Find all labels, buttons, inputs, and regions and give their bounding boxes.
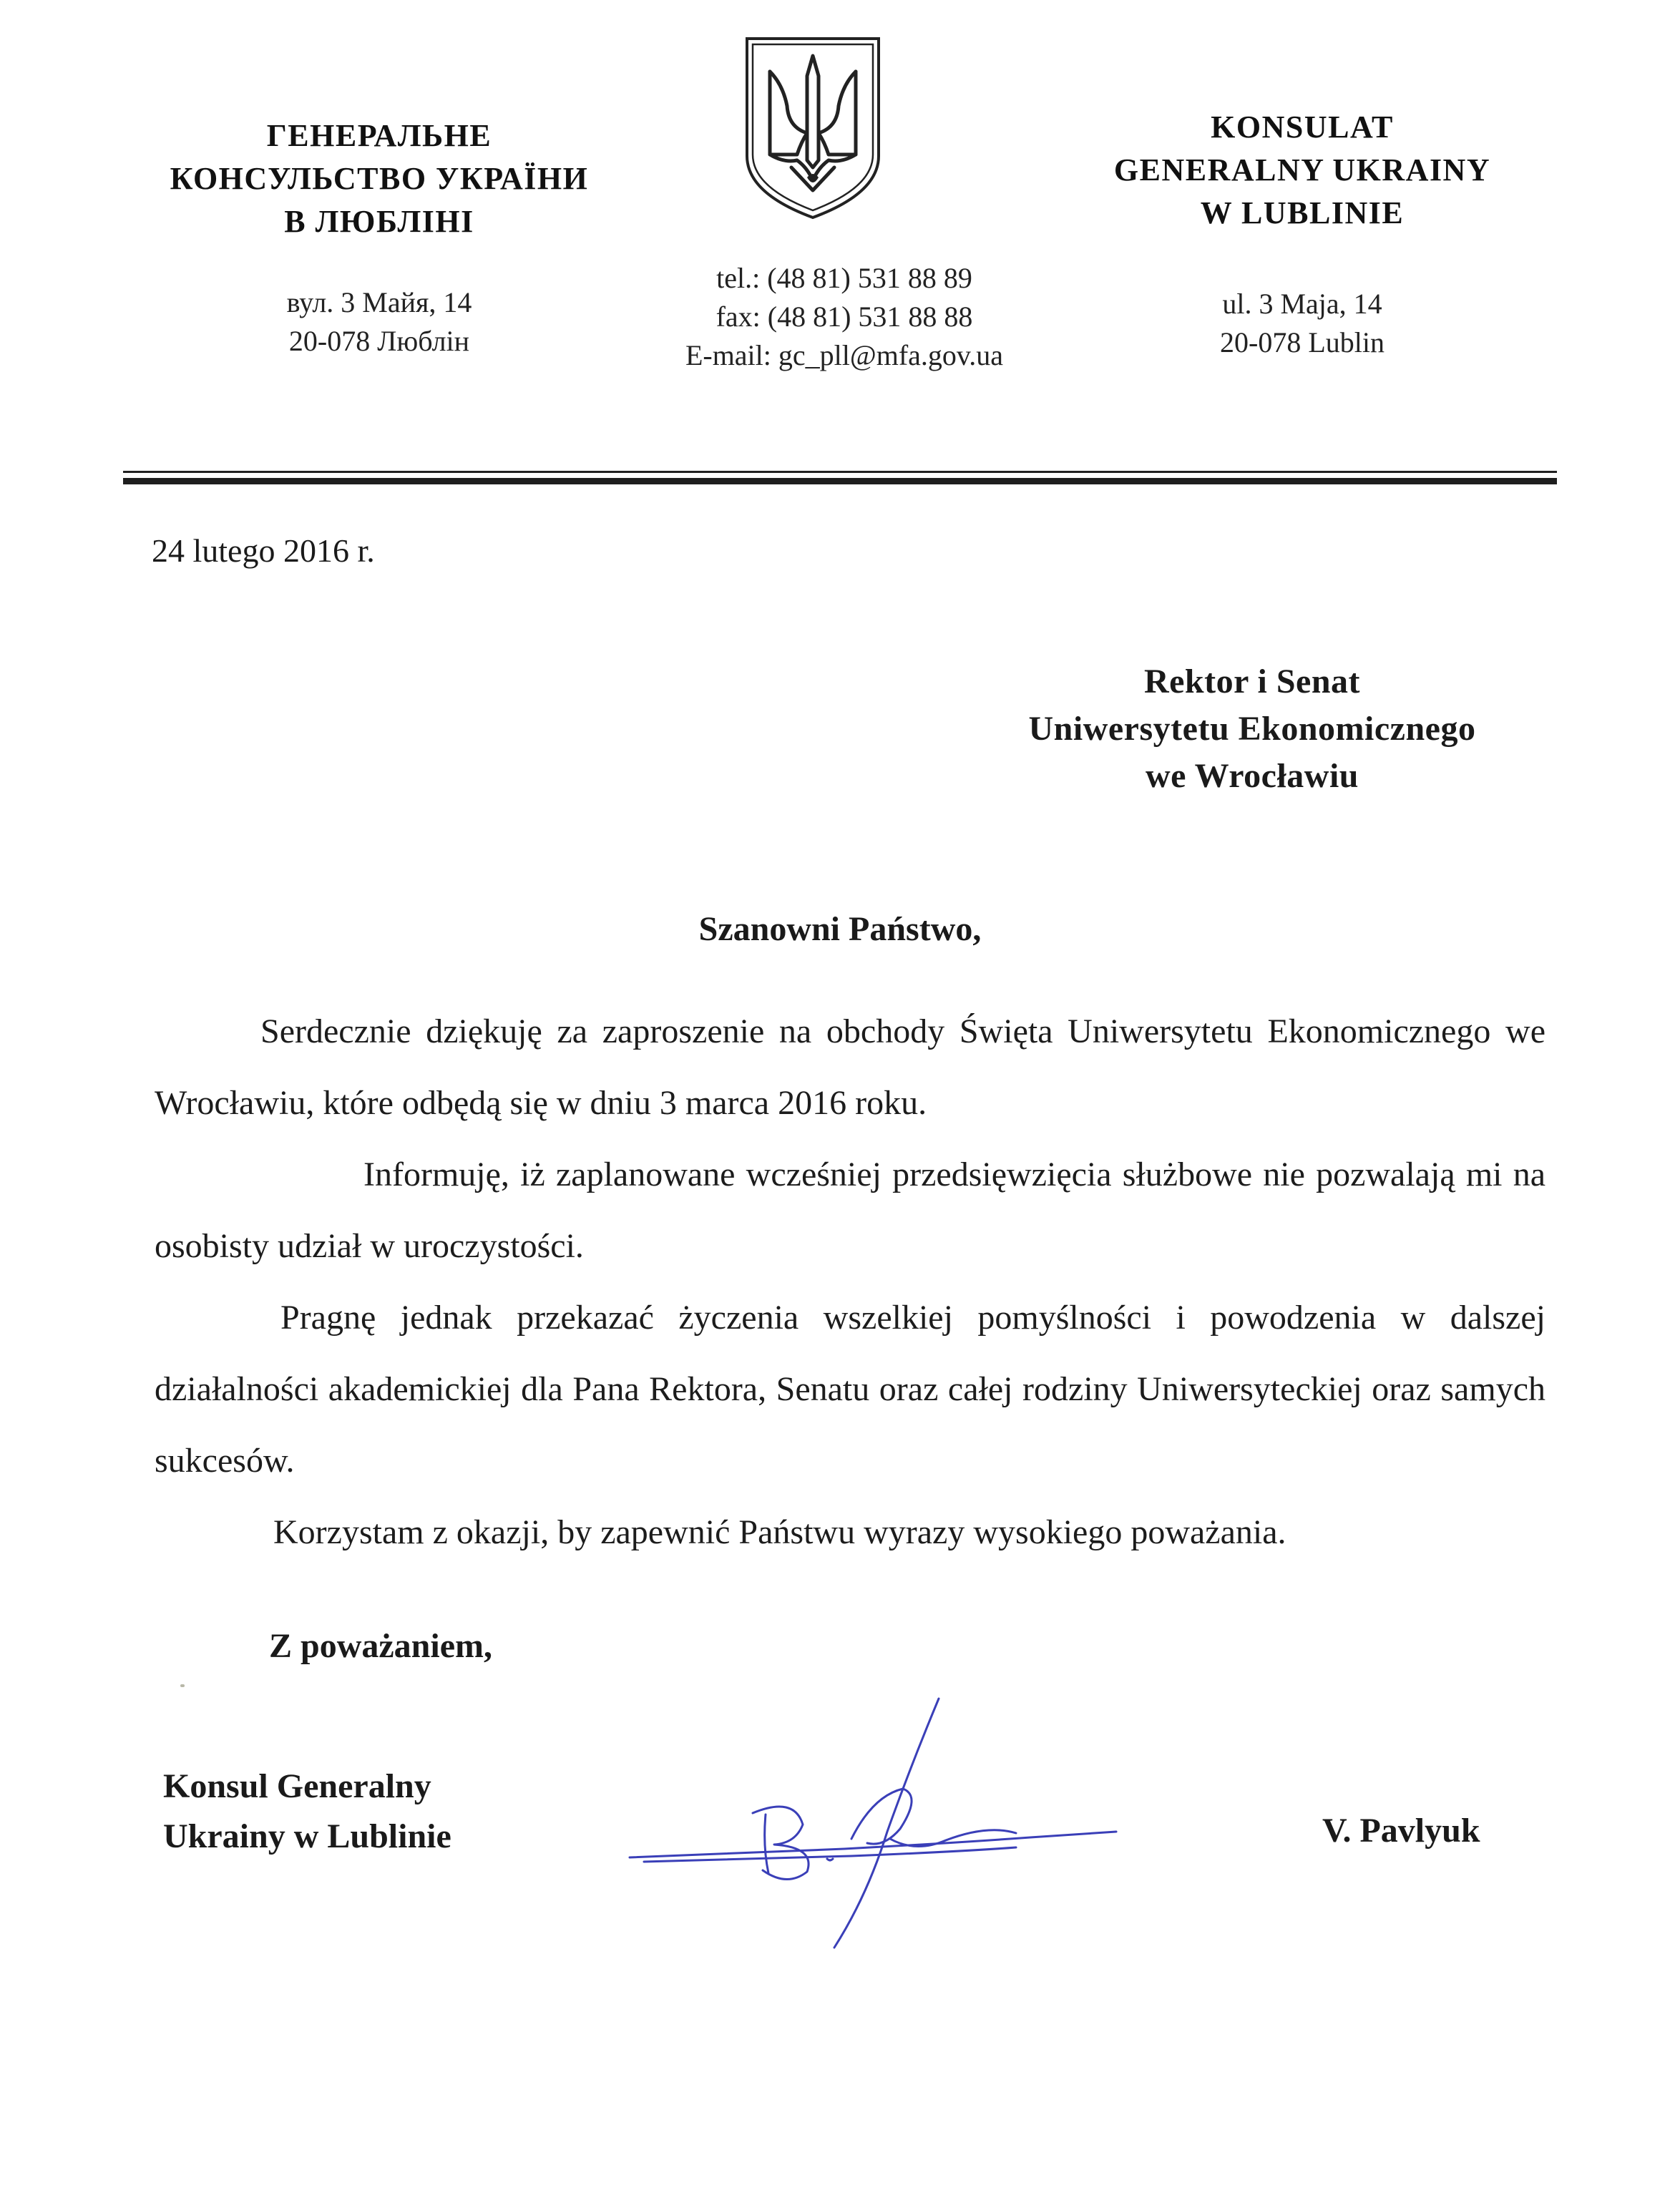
- addressee-block: [880, 658, 1624, 800]
- org-name-polish-line-1: KONSULAT: [1211, 109, 1394, 145]
- trident-emblem-icon: [741, 34, 884, 222]
- org-name-polish-line-2: GENERALNY UKRAINY: [1113, 152, 1491, 187]
- signatory-name: V. Pavlyuk: [1322, 1812, 1480, 1850]
- address-ukrainian-line-2: 20-078 Люблін: [288, 325, 470, 357]
- paragraph-absence-notice: Informuję, iż zaplanowane wcześniej przedsięwzięcia służbowe nie pozwalają mi na osobisty udział w uroczystości.: [155, 1156, 1545, 1265]
- address-ukrainian: [107, 283, 651, 361]
- letterhead-divider-thin: [123, 471, 1557, 473]
- email-address: E-mail: gc_pll@mfa.gov.ua: [685, 339, 1004, 371]
- signatory-role: [163, 1762, 451, 1862]
- letter-body: [155, 996, 1545, 1568]
- signatory-role-line-1: Konsul Generalny: [163, 1767, 431, 1805]
- paragraph-invitation-thanks: Serdecznie dziękuję za zaproszenie na obchody Święta Uniwersytetu Ekonomicznego we Wrocławiu, które odbędą się w dniu 3 marca 2016 roku.: [155, 1012, 1545, 1122]
- letter-date: 24 lutego 2016 r.: [152, 532, 375, 569]
- addressee-line-3: we Wrocławiu: [1145, 757, 1359, 795]
- org-name-ukrainian-line-1: ГЕНЕРАЛЬНЕ: [266, 118, 492, 153]
- letterhead-left: [107, 114, 651, 361]
- address-polish-line-1: ul. 3 Maja, 14: [1222, 288, 1382, 320]
- addressee-line-1: Rektor i Senat: [1143, 663, 1361, 700]
- org-name-ukrainian-line-2: КОНСУЛЬСТВО УКРАЇНИ: [170, 161, 589, 196]
- handwritten-signature: [615, 1681, 1145, 1953]
- org-name-polish-line-3: W LUBLINIE: [1200, 195, 1405, 230]
- address-polish-line-2: 20-078 Lublin: [1220, 326, 1384, 358]
- address-ukrainian-line-1: вул. 3 Майя, 14: [286, 286, 472, 318]
- address-polish: [1030, 285, 1574, 362]
- salutation: Szanowni Państwo,: [698, 910, 982, 948]
- paragraph-wishes: Pragnę jednak przekazać życzenia wszelkiej pomyślności i powodzenia w dalszej działalności akademickiej dla Pana Rektora, Senatu oraz całej rodziny Uniwersyteckiej oraz samych sukcesów.: [155, 1299, 1545, 1480]
- paragraph-respects: Korzystam z okazji, by zapewnić Państwu wyrazy wysokiego poważania.: [273, 1513, 1286, 1551]
- letterhead-right: [1030, 106, 1574, 362]
- closing-phrase: Z poważaniem,: [269, 1627, 492, 1665]
- fax: fax: (48 81) 531 88 88: [716, 301, 973, 333]
- org-name-ukrainian-line-3: В ЛЮБЛІНІ: [284, 204, 474, 239]
- signatory-role-line-2: Ukrainy w Lublinie: [163, 1817, 451, 1855]
- telephone: tel.: (48 81) 531 88 89: [716, 262, 972, 294]
- letterhead-contacts: [594, 259, 1095, 375]
- addressee-line-2: Uniwersytetu Ekonomicznego: [1028, 710, 1476, 748]
- scan-speck: [180, 1684, 185, 1687]
- letterhead-divider-thick: [123, 478, 1557, 484]
